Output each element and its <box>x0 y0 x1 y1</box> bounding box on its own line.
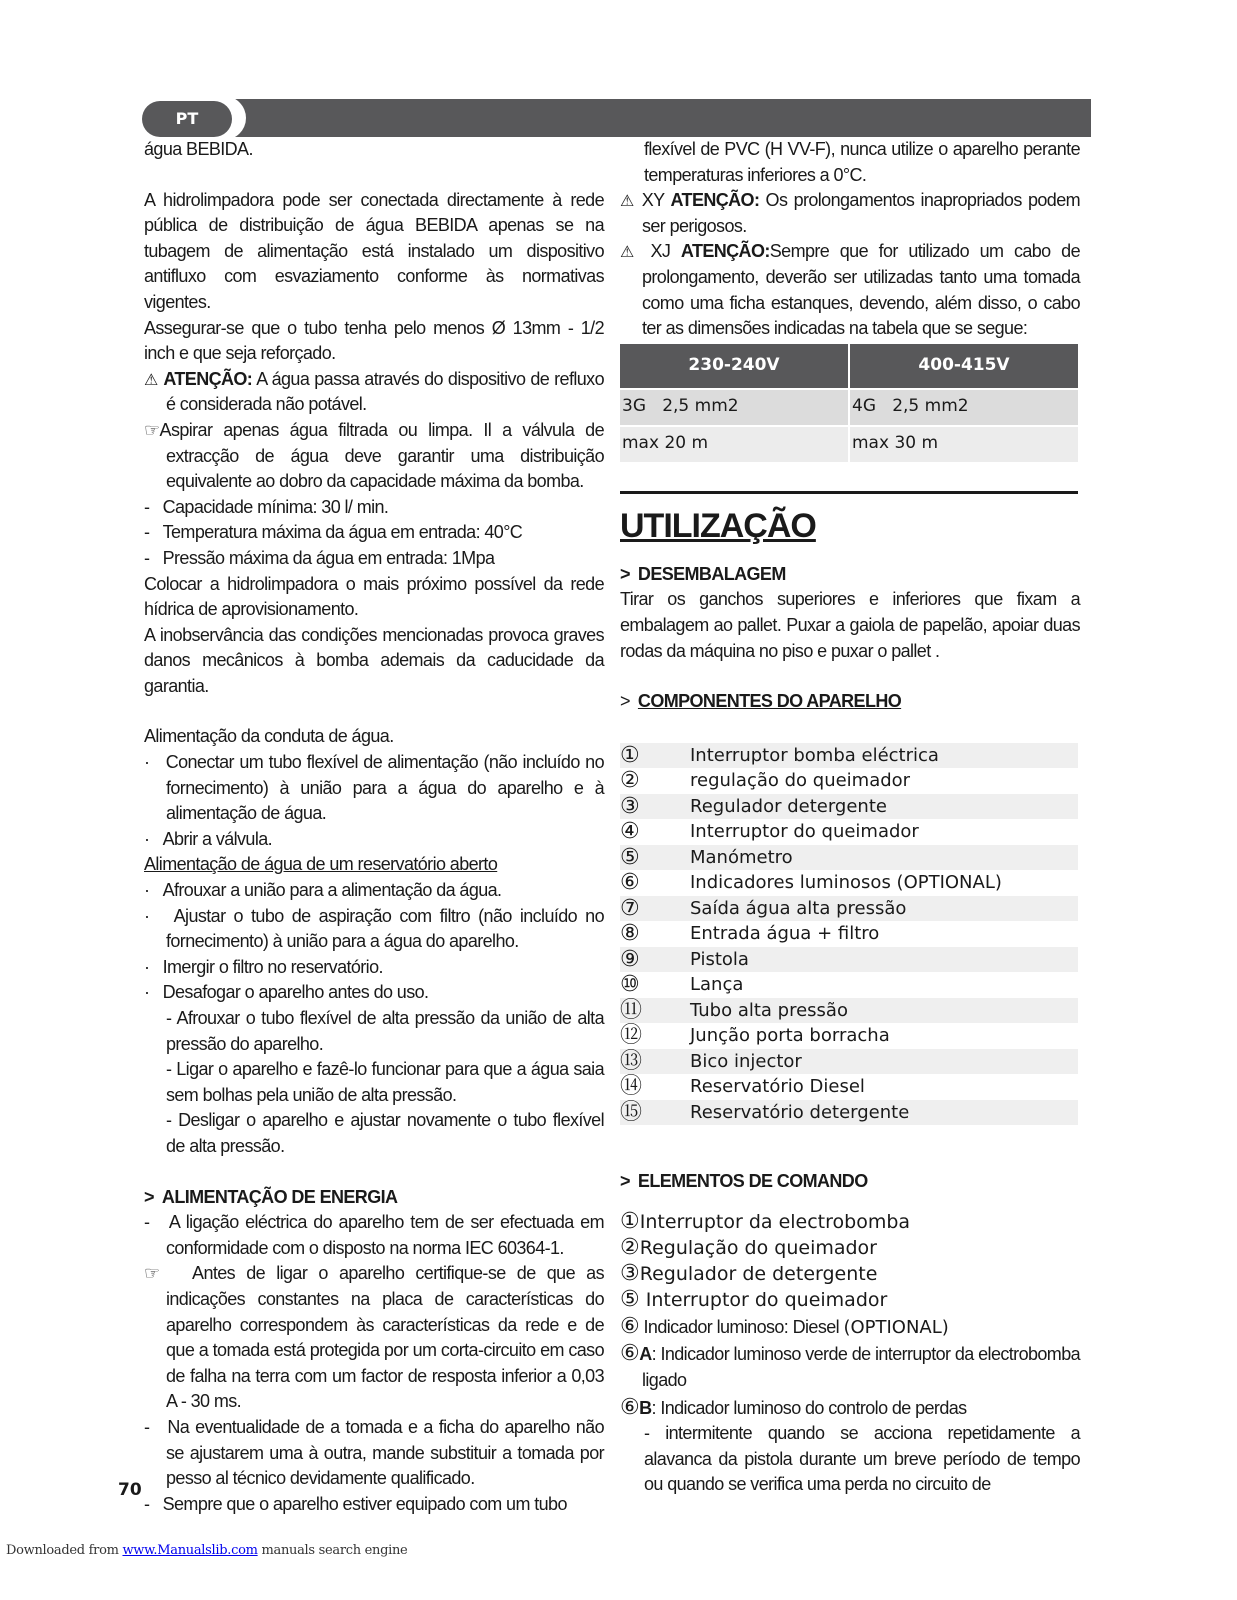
bullet-item-text: Imergir o filtro no reservatório. <box>162 956 383 977</box>
warning-triangle-icon: ⚠ <box>620 191 636 211</box>
component-row <box>620 1100 1078 1126</box>
table-cell: 3G 2,5 mm2 <box>620 389 849 426</box>
component-number: ⑬ <box>620 1048 643 1074</box>
component-row <box>620 1049 1078 1075</box>
warning-code: XY <box>641 190 671 211</box>
component-label: Bico injector <box>690 1050 802 1072</box>
section-subheading: > ELEMENTOS DE COMANDO <box>620 1171 868 1192</box>
component-number: ⑥ <box>620 870 640 896</box>
warning-paragraph <box>144 367 604 418</box>
component-number: ⑧ <box>620 921 640 947</box>
manualslib-link[interactable]: www.Manualslib.com <box>122 1543 258 1558</box>
subheading-text: ELEMENTOS DE COMANDO <box>637 1171 868 1192</box>
control-label: : Indicador luminoso verde de interruptor da electrobomba ligado <box>642 1344 1081 1390</box>
control-label: Interruptor do queimador <box>639 1288 888 1311</box>
component-label: Junção porta borracha <box>690 1025 890 1047</box>
component-row <box>620 870 1078 896</box>
control-label: Regulação do queimador <box>639 1236 877 1259</box>
bullet-item: · Afrouxar a união para a alimentação da água. <box>144 880 502 901</box>
component-label: Interruptor do queimador <box>690 821 919 843</box>
dash-item: - A ligação eléctrica do aparelho tem de ser efectuada em conformidade com o disposto na norma IEC 60364-1. <box>144 1212 604 1258</box>
section-subheading: > ALIMENTAÇÃO DE ENERGIA <box>144 1186 398 1207</box>
table-cell: max 20 m <box>620 426 849 462</box>
paragraph: flexível de PVC (H VV-F), nunca utilize o aparelho perante temperaturas inferiores a 0°C. <box>644 139 1080 185</box>
dash-item: - Sempre que o aparelho estiver equipado com um tubo <box>144 1493 567 1514</box>
control-label: : Indicador luminoso do controlo de perdas <box>651 1397 967 1418</box>
component-label: Lança <box>690 974 744 996</box>
control-item <box>620 1313 1080 1341</box>
table-header-row <box>620 344 1078 389</box>
bullet-item-text: Abrir a válvula. <box>162 828 273 849</box>
control-number: ⑥ <box>620 1340 640 1366</box>
pointing-hand-icon: ☞ <box>144 419 160 441</box>
component-row <box>620 1074 1078 1100</box>
paragraph: Tirar os ganchos superiores e inferiores que fixam a embalagem ao pallet. Puxar a gaiola de papelão, apoiar duas rodas da máquina no piso e puxar o pallet . <box>620 589 1080 661</box>
component-number: ② <box>620 768 640 794</box>
component-row <box>620 794 1078 820</box>
component-number: ① <box>620 742 640 768</box>
dash-item-text: Capacidade mínima: 30 l/ min. <box>162 496 389 517</box>
dash-item-text: Pressão máxima da água em entrada: 1Mpa <box>162 547 495 568</box>
component-row <box>620 998 1078 1024</box>
right-column <box>620 137 1080 1498</box>
table-row <box>620 426 1078 462</box>
control-label: Indicador luminoso: Diesel <box>639 1316 844 1337</box>
bullet-item-text: Ajustar o tubo de aspiração com filtro (não incluído no fornecimento) à união para a água do aparelho. <box>166 905 604 952</box>
header-bar <box>225 99 1091 137</box>
sub-item: - Afrouxar o tubo flexível de alta pressão da união de alta pressão do aparelho. <box>166 1008 604 1054</box>
control-label: Interruptor da electrobomba <box>639 1210 911 1233</box>
component-number: ③ <box>620 793 640 819</box>
paragraph: Assegurar-se que o tubo tenha pelo menos Ø 13mm - 1/2 inch e que seja reforçado. <box>144 317 604 364</box>
paragraph: A hidrolimpadora pode ser conectada directamente à rede pública de distribuição de água BEBIDA apenas se na tubagem de alimentação está instalado um dispositivo antifluxo com esvaziamento conforme às normativas vigentes. <box>144 189 604 312</box>
component-row <box>620 845 1078 871</box>
component-number: ⑦ <box>620 895 640 921</box>
control-number: ⑥ <box>620 1312 640 1338</box>
table-cell: max 30 m <box>849 426 1078 462</box>
warning-paragraph <box>620 188 1080 239</box>
table-header: 230-240V <box>620 344 849 389</box>
component-label: Reservatório detergente <box>690 1101 910 1123</box>
component-label: Indicadores luminosos (OPTIONAL) <box>690 872 1002 894</box>
component-label: Manómetro <box>690 846 793 868</box>
control-number: ③ <box>620 1260 640 1286</box>
component-row <box>620 921 1078 947</box>
section-subheading: > DESEMBALAGEM <box>620 563 786 584</box>
component-row <box>620 972 1078 998</box>
control-label-optional: (OPTIONAL) <box>843 1316 949 1338</box>
dash-item: - Na eventualidade de a tomada e a ficha do aparelho não se ajustarem uma à outra, mande substituir a tomada por pesso al técnico devidamente qualificado. <box>144 1416 604 1489</box>
dash-item: - Capacidade mínima: 30 l/ min. <box>144 496 389 517</box>
table-cell: 4G 2,5 mm2 <box>849 389 1078 426</box>
component-number: ④ <box>620 819 640 845</box>
dash-item: - Temperatura máxima da água em entrada: 40°C <box>144 522 523 543</box>
bullet-item: · Abrir a válvula. <box>144 828 273 849</box>
sub-item: - Desligar o aparelho e ajustar novamente o tubo flexível de alta pressão. <box>166 1110 604 1156</box>
control-label: Regulador de detergente <box>639 1262 878 1285</box>
component-number: ⑭ <box>620 1074 643 1100</box>
page-number: 70 <box>118 1480 142 1500</box>
paragraph: Colocar a hidrolimpadora o mais próximo possível da rede hídrica de aprovisionamento. <box>144 573 604 620</box>
pointing-hand-icon: ☞ <box>144 1263 160 1285</box>
paragraph: água BEBIDA. <box>144 139 253 159</box>
control-item <box>620 1287 1080 1313</box>
bullet-item: · Desafogar o aparelho antes do uso. <box>144 982 429 1003</box>
warning-label: ATENÇÃO: <box>163 368 253 389</box>
component-label: regulação do queimador <box>690 770 911 792</box>
component-label: Entrada água + filtro <box>690 923 880 945</box>
paragraph: A inobservância das condições mencionadas provoca graves danos mecânicos à bomba ademais da caducidade da garantia. <box>144 624 604 696</box>
bullet-item-text: Conectar um tubo flexível de alimentação (não incluído no fornecimento) à união para a água do aparelho e à alimentação de água. <box>165 752 604 824</box>
dash-item: - Pressão máxima da água em entrada: 1Mpa <box>144 547 495 568</box>
control-number: ⑥ <box>620 1393 640 1419</box>
note-text: Antes de ligar o aparelho certifique-se de que as indicações constantes na placa de características do aparelho correspondem às características da rede e de que a tomada está protegida por um corta-circuito em caso de falha na terra com um factor de resposta inferior a 0,03 A - 30 ms. <box>166 1263 604 1412</box>
subheading-text: ALIMENTAÇÃO DE ENERGIA <box>161 1186 398 1207</box>
bullet-item: · Imergir o filtro no reservatório. <box>144 956 383 977</box>
subheading-text: DESEMBALAGEM <box>637 563 786 584</box>
control-letter: A <box>639 1344 652 1365</box>
control-letter: B <box>639 1397 652 1418</box>
component-number: ⑫ <box>620 1023 643 1049</box>
component-number: ⑪ <box>620 997 643 1023</box>
component-number: ⑮ <box>620 1099 643 1125</box>
dash-item-text: A ligação eléctrica do aparelho tem de ser efectuada em conformidade com o disposto na norma IEC 60364-1. <box>166 1212 604 1258</box>
component-number: ⑨ <box>620 946 640 972</box>
components-list <box>620 743 1078 1126</box>
dash-item-text: Sempre que o aparelho estiver equipado com um tubo <box>162 1493 567 1514</box>
control-item <box>620 1209 1080 1235</box>
footer-suffix: manuals search engine <box>257 1543 408 1558</box>
sub-item: - intermitente quando se acciona repetidamente a alavanca da pistola durante um breve período de tempo ou quando se verifica uma perda no circuito de <box>644 1423 1080 1495</box>
dash-item-text: Temperatura máxima da água em entrada: 40°C <box>162 522 523 543</box>
component-label: Saída água alta pressão <box>690 897 907 919</box>
table-row <box>620 389 1078 426</box>
bullet-item: · Conectar um tubo flexível de alimentação (não incluído no fornecimento) à união para a água do aparelho e à alimentação de água. <box>144 752 604 824</box>
component-row <box>620 1023 1078 1049</box>
bullet-item: · Ajustar o tubo de aspiração com filtro (não incluído no fornecimento) à união para a água do aparelho. <box>144 905 604 952</box>
control-number: ⑤ <box>620 1286 640 1312</box>
warning-text: Sempre que for utilizado um cabo de prolongamento, deverão ser utilizadas tanto uma tomada como uma ficha estanques, devendo, além disso, o cabo ter as dimensões indicadas na tabela que se segue: <box>642 241 1080 339</box>
warning-text: Os prolongamentos inapropriados podem ser perigosos. <box>642 190 1080 236</box>
paragraph: Alimentação da conduta de água. <box>144 726 394 747</box>
component-number: ⑩ <box>620 972 640 998</box>
control-item <box>620 1340 1080 1393</box>
table-header: 400-415V <box>849 344 1078 389</box>
warning-text: A água passa através do dispositivo de refluxo é considerada não potável. <box>166 368 604 415</box>
control-item <box>620 1394 1080 1422</box>
language-tab: PT <box>142 101 232 137</box>
control-number: ① <box>620 1208 640 1234</box>
component-label: Tubo alta pressão <box>690 999 848 1021</box>
control-number: ② <box>620 1234 640 1260</box>
component-row <box>620 947 1078 973</box>
note-paragraph <box>144 1261 604 1415</box>
subheading-text: COMPONENTES DO APARELHO <box>637 691 902 712</box>
section-subheading: > COMPONENTES DO APARELHO <box>620 691 902 712</box>
component-row <box>620 743 1078 769</box>
underlined-subheading: Alimentação de água de um reservatório aberto <box>144 854 498 875</box>
footer <box>6 1543 407 1558</box>
component-label: Interruptor bomba eléctrica <box>690 744 939 766</box>
bullet-item-text: Afrouxar a união para a alimentação da água. <box>162 880 502 901</box>
component-row <box>620 768 1078 794</box>
control-item <box>620 1235 1080 1261</box>
component-number: ⑤ <box>620 844 640 870</box>
section-divider <box>620 491 1078 494</box>
component-label: Pistola <box>690 948 749 970</box>
control-item <box>620 1261 1080 1287</box>
component-label: Regulador detergente <box>690 795 887 817</box>
warning-code: XJ <box>650 241 681 262</box>
note-text: Aspirar apenas água filtrada ou limpa. Il a válvula de extracção de água deve garantir uma distribuição equivalente ao dobro da capacidade máxima da bomba. <box>159 419 604 492</box>
section-title: UTILIZAÇÃO <box>620 506 816 545</box>
cable-spec-table <box>620 344 1078 462</box>
warning-paragraph <box>620 239 1080 341</box>
left-column <box>144 137 604 1517</box>
warning-triangle-icon: ⚠ <box>144 369 159 389</box>
component-row <box>620 819 1078 845</box>
note-paragraph <box>144 418 604 495</box>
bullet-item-text: Desafogar o aparelho antes do uso. <box>162 982 429 1003</box>
component-row <box>620 896 1078 922</box>
dash-item-text: Na eventualidade de a tomada e a ficha do aparelho não se ajustarem uma à outra, mande substituir a tomada por pesso al técnico devidamente qualificado. <box>166 1416 604 1489</box>
component-label: Reservatório Diesel <box>690 1076 865 1098</box>
warning-triangle-icon: ⚠ <box>620 242 640 262</box>
warning-label: ATENÇÃO: <box>670 190 760 211</box>
warning-label: ATENÇÃO: <box>680 241 770 262</box>
footer-prefix: Downloaded from <box>6 1543 123 1558</box>
sub-item: - Ligar o aparelho e fazê-lo funcionar para que a água saia sem bolhas pela união de alta pressão. <box>166 1059 604 1105</box>
